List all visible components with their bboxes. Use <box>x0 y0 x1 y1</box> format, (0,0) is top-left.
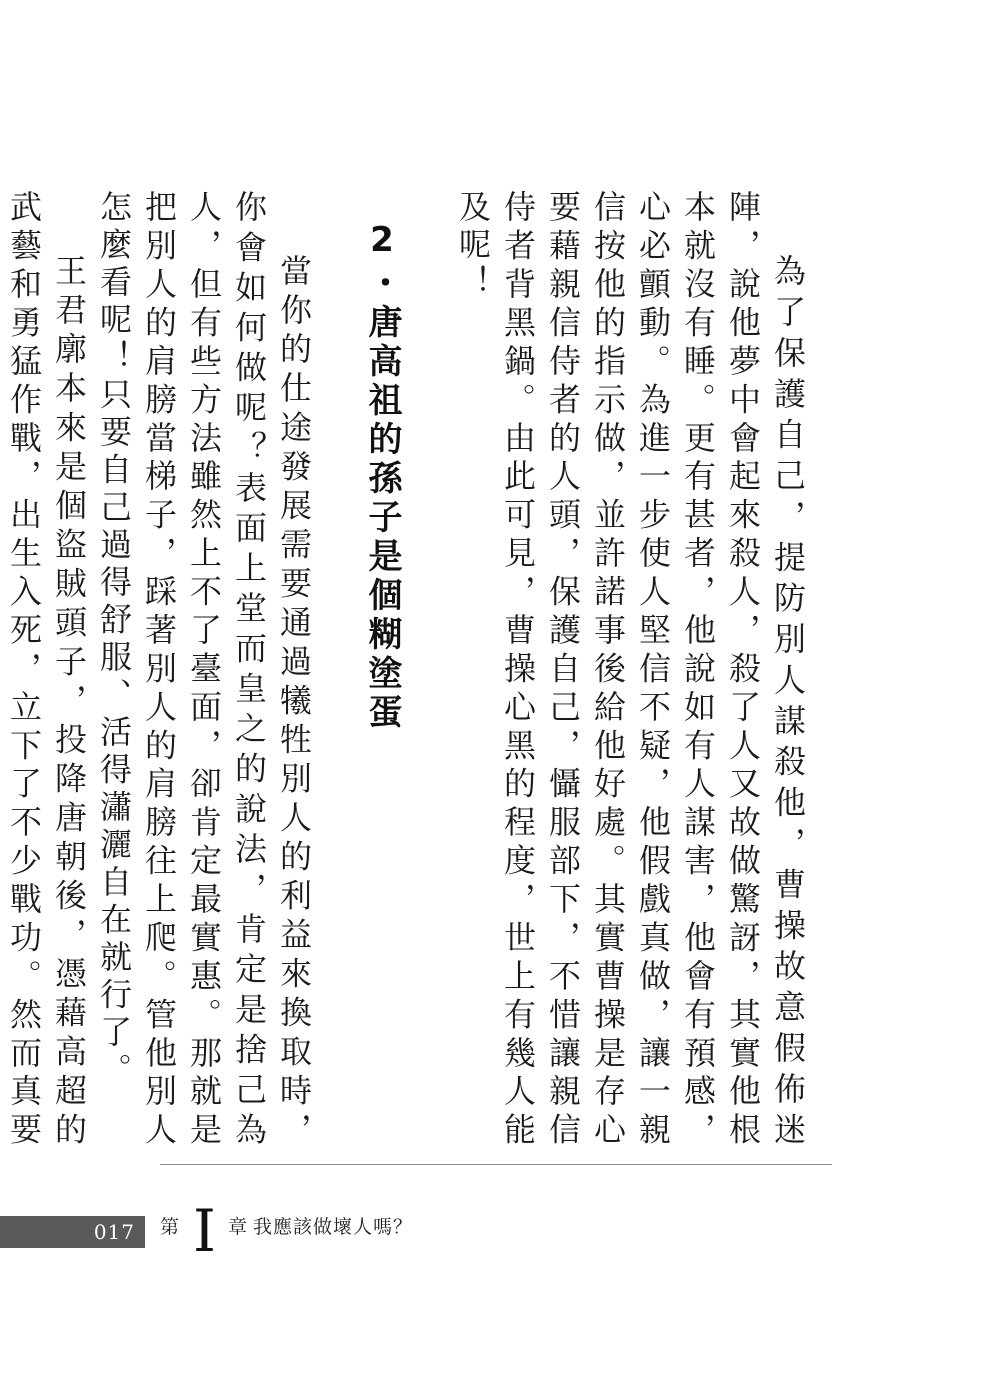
body-paragraph-1: 為了保護自己，提防別人謀殺他，曹操故意假佈迷陣，說他夢中會起來殺人，殺了人又故做驚訝，其實他根本就沒有睡。更有甚者，他說如有人謀害，他會有預感，心必顫動。為進一步使人堅信不疑，他假戲真做，讓一親信按他的指示做，並許諾事後給他好處。其實曹操是存心要藉親信侍者的人頭，保護自己，懾服部下，不惜讓親信侍者背黑鍋。由此可見，曹操心黑的程度，世上有幾人能及呢！ <box>454 190 807 1150</box>
page-number: 017 <box>93 1220 135 1244</box>
chapter-title: 我應該做壞人嗎？ <box>252 1215 413 1238</box>
page-number-tab <box>0 1216 145 1248</box>
chapter-numeral: I <box>193 1197 216 1265</box>
footer-divider <box>160 1164 832 1165</box>
chapter-prefix: 第 <box>160 1215 180 1238</box>
body-paragraph-2: 當你的仕途發展需要通過犧牲別人的利益來換取時，你會如何做呢？表面上堂而皇之的說法，肯定是捨己為人，但有些方法雖然上不了臺面，卻肯定最實惠。那就是把別人的肩膀當梯子，踩著別人的肩膀往上爬。管他別人怎麼看呢！只要自己過得舒服、活得瀟灑自在就行了。 <box>95 190 313 1150</box>
chapter-label <box>160 1197 413 1265</box>
chapter-suffix: 章 <box>227 1215 247 1238</box>
section-heading: 2・唐高祖的孫子是個糊塗蛋 <box>362 220 402 733</box>
body-paragraph-3: 王君廓本來是個盜賊頭子，投降唐朝後，憑藉高超的武藝和勇猛作戰，出生入死，立下了不少戰功。然而真要 <box>5 190 88 1150</box>
page-body <box>5 190 810 1150</box>
